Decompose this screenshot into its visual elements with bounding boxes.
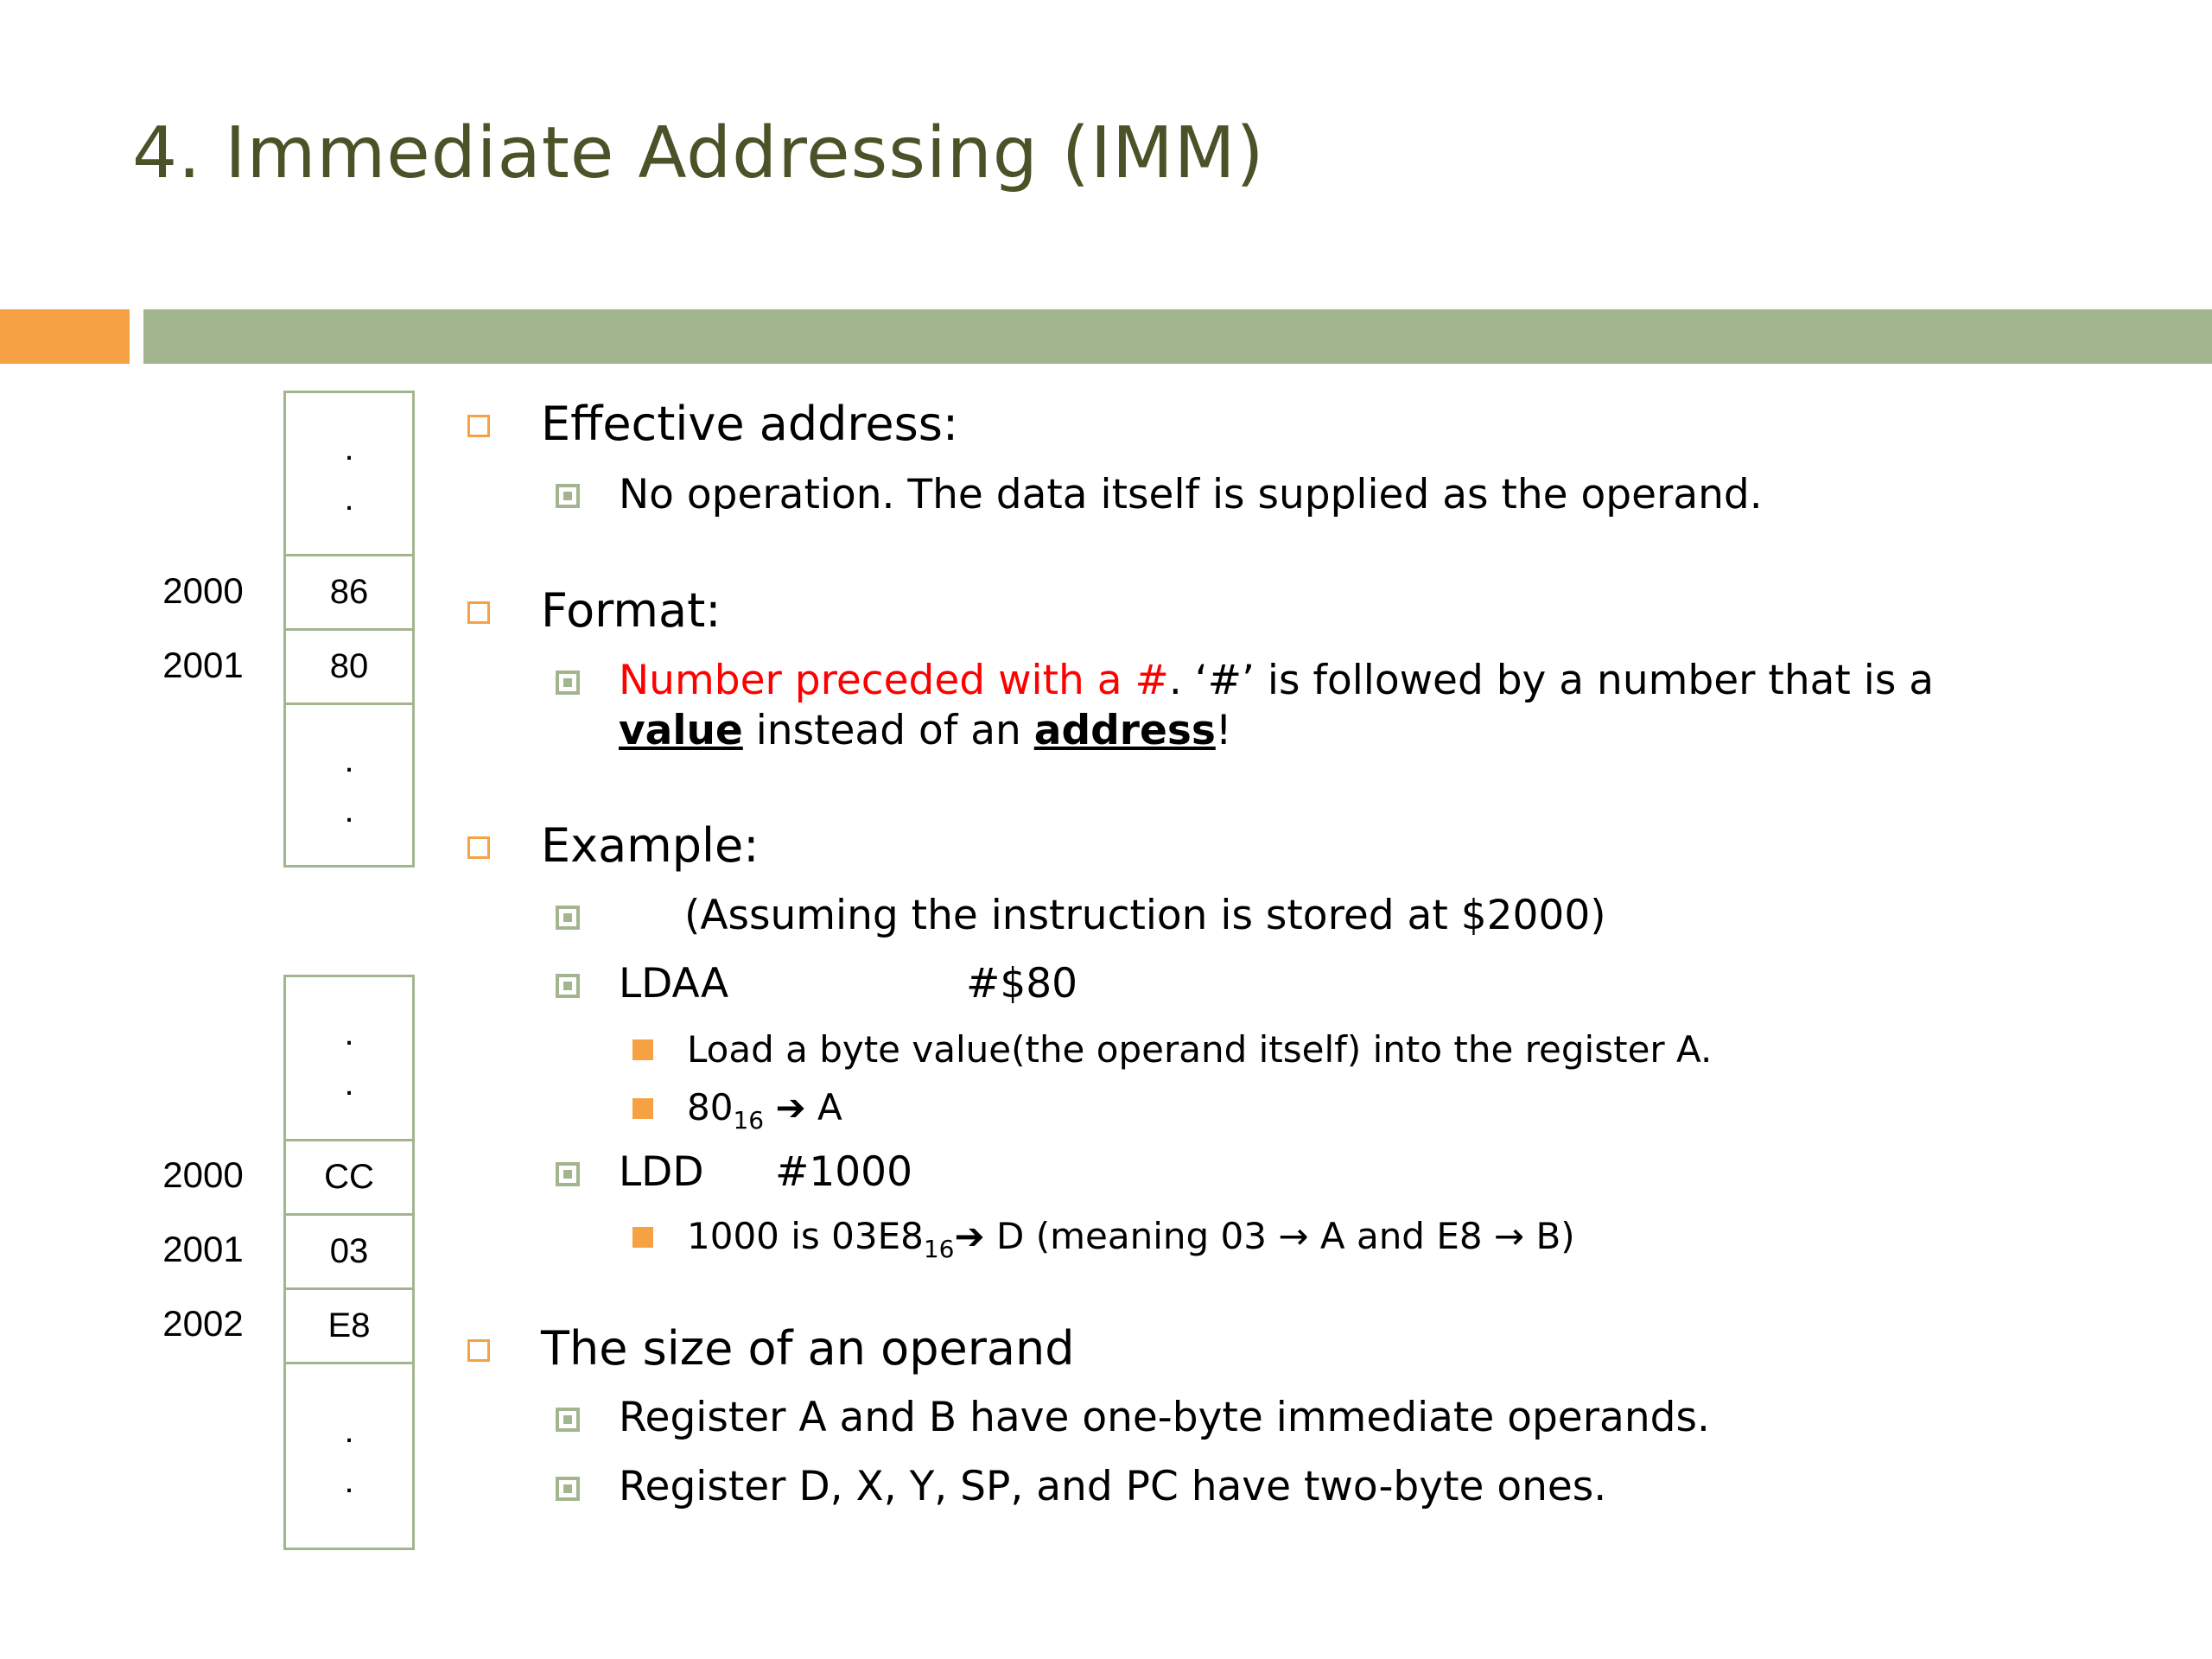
bullet-box-icon	[556, 484, 580, 508]
accent-bar-green	[143, 309, 2212, 364]
size-item: Register D, X, Y, SP, and PC have two-byte ones.	[619, 1463, 1607, 1510]
format-text: !	[1215, 707, 1232, 754]
effective-item: No operation. The data itself is supplied as the operand.	[619, 471, 1763, 518]
memory-cell: 03	[286, 1216, 412, 1290]
memory-address: 2002	[162, 1303, 244, 1344]
ldaa-mnemonic: LDAA	[619, 960, 729, 1007]
memory-diagram-bottom	[283, 975, 415, 1550]
bullet-filled-icon	[632, 1039, 653, 1060]
page-title: 4. Immediate Addressing (IMM)	[132, 112, 1265, 194]
bullet-box-icon	[556, 1408, 580, 1432]
format-value-word: value	[619, 707, 743, 754]
memory-address: 2001	[162, 1229, 244, 1269]
memory-address: 2000	[162, 1154, 244, 1195]
bullet-box-icon	[556, 1162, 580, 1186]
arrow-right-icon: ➔	[775, 1086, 806, 1128]
bullet-box-icon	[556, 671, 580, 695]
ldaa-operand: #$80	[966, 960, 1078, 1007]
accent-bar-orange	[0, 309, 130, 364]
memory-cell: 86	[286, 556, 412, 631]
bullet-square-icon	[467, 836, 490, 859]
arrow-right-icon: ➔	[954, 1215, 985, 1257]
bullet-square-icon	[467, 1339, 490, 1362]
memory-cell: 80	[286, 631, 412, 705]
format-text: . ‘#’ is followed by a number that is a	[1168, 657, 1935, 704]
memory-ellipsis: . .	[344, 741, 354, 830]
bullet-square-icon	[467, 601, 490, 624]
size-heading: The size of an operand	[541, 1321, 1075, 1376]
ldaa-transfer: $80_{16}$ ➔ A	[687, 1086, 842, 1135]
bullet-filled-icon	[632, 1098, 653, 1119]
format-text: instead of an	[742, 707, 1034, 754]
example-assume: (Assuming the instruction is stored at $2000)	[684, 892, 1606, 939]
memory-cell: CC	[286, 1141, 412, 1216]
bullet-square-icon	[467, 415, 490, 437]
format-address-word: address	[1033, 707, 1216, 754]
ldaa-description: Load a byte value(the operand itself) into the register A.	[687, 1028, 1713, 1071]
bullet-box-icon	[556, 1477, 580, 1501]
example-heading: Example:	[541, 818, 760, 873]
bullet-box-icon	[556, 906, 580, 930]
memory-ellipsis: . .	[286, 393, 412, 556]
size-item: Register A and B have one-byte immediate operands.	[619, 1394, 1710, 1441]
bullet-box-icon	[556, 974, 580, 998]
memory-address: 2001	[162, 645, 244, 685]
ldd-operand: #1000	[775, 1148, 912, 1196]
format-item-line2	[619, 706, 1232, 756]
format-heading: Format:	[541, 583, 721, 638]
ldd-description: 1000 is $03E8_{16}➔$ D (meaning 03 → A and E8 → B)	[687, 1215, 1575, 1263]
memory-address: 2000	[162, 570, 244, 611]
effective-heading: Effective address:	[541, 397, 959, 451]
memory-ellipsis: . .	[344, 1412, 354, 1500]
memory-ellipsis: . .	[286, 977, 412, 1141]
bullet-filled-icon	[632, 1227, 653, 1248]
format-item-line1	[619, 656, 1934, 706]
memory-diagram-top	[283, 391, 415, 868]
ldd-mnemonic: LDD	[619, 1148, 704, 1196]
memory-cell: E8	[286, 1290, 412, 1364]
format-highlight: Number preceded with a #	[619, 657, 1169, 704]
